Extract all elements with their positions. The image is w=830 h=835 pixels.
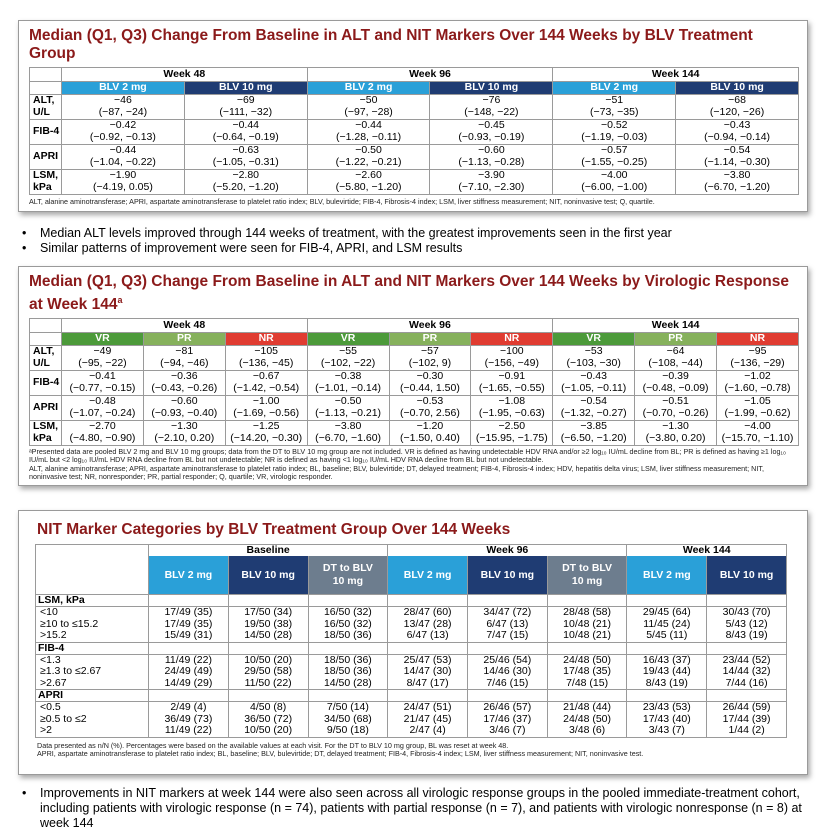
table-cell: 7/44 (16): [707, 678, 787, 690]
table-cell: −49 (−95, −22): [62, 345, 144, 370]
col-header: BLV 2 mg: [388, 556, 468, 595]
section-row: [36, 595, 787, 607]
panel-by-treatment-group: [18, 20, 808, 212]
row-label: >2.67: [36, 678, 149, 690]
table-cell: 14/50 (28): [228, 630, 308, 642]
table-row: [30, 370, 799, 395]
row-label: LSM, kPa: [30, 169, 62, 194]
table-cell: −76 (−148, −22): [430, 94, 553, 119]
bullet-marker: •: [22, 241, 27, 255]
table-cell: 36/49 (73): [149, 714, 229, 726]
row-label: LSM, kPa: [30, 420, 62, 445]
row-label: ≥10 to ≤15.2: [36, 619, 149, 631]
section-spacer: [707, 642, 787, 654]
table-cell: 17/43 (40): [627, 714, 707, 726]
table-cell: 21/48 (44): [547, 702, 627, 714]
section-spacer: [388, 595, 468, 607]
corner-cell: [30, 68, 62, 82]
group-header: Week 96: [388, 545, 627, 557]
table-cell: −0.44 (−1.04, −0.22): [62, 144, 185, 169]
col-header: NR: [225, 333, 307, 346]
table-cell: −1.00 (−1.69, −0.56): [225, 395, 307, 420]
row-label: >15.2: [36, 630, 149, 642]
group-header: Baseline: [149, 545, 388, 557]
col-header: BLV 10 mg: [228, 556, 308, 595]
table-cell: 9/50 (18): [308, 725, 388, 737]
table-cell: 2/49 (4): [149, 702, 229, 714]
footnote: Data presented as n/N (%). Percentages were based on the available values at each visit. For the DT to BLV 10 mg group, BL was reset at week 48.: [37, 740, 509, 750]
table-cell: −2.70 (−4.80, −0.90): [62, 420, 144, 445]
row-label: ≥0.5 to ≤2: [36, 714, 149, 726]
section-spacer: [467, 595, 547, 607]
corner-cell: [30, 82, 62, 95]
bullet-marker: •: [22, 226, 27, 240]
table-cell: −2.50 (−15.95, −1.75): [471, 420, 553, 445]
table-cell: 6/47 (13): [467, 619, 547, 631]
table-cell: −0.53 (−0.70, 2.56): [389, 395, 471, 420]
table-cell: 3/48 (6): [547, 725, 627, 737]
table-cell: −4.00 (−15.70, −1.10): [717, 420, 799, 445]
table-cell: 1/44 (2): [707, 725, 787, 737]
col-header: BLV 2 mg: [307, 82, 430, 95]
table-cell: −1.20 (−1.50, 0.40): [389, 420, 471, 445]
table-cell: −0.41 (−0.77, −0.15): [62, 370, 144, 395]
corner-cell: [30, 333, 62, 346]
table-cell: −0.51 (−0.70, −0.26): [635, 395, 717, 420]
table-row: [30, 144, 799, 169]
table-cell: 18/50 (36): [308, 630, 388, 642]
table-row: [30, 395, 799, 420]
section-spacer: [707, 690, 787, 702]
table-cell: −0.67 (−1.42, −0.54): [225, 370, 307, 395]
table-row: [36, 702, 787, 714]
table-row: [36, 630, 787, 642]
table-cell: 17/49 (35): [149, 619, 229, 631]
corner-cell: [36, 556, 149, 595]
table-cell: −1.30 (−3.80, 0.20): [635, 420, 717, 445]
col-header: VR: [553, 333, 635, 346]
table-cell: −55 (−102, −22): [307, 345, 389, 370]
table-cell: −95 (−136, −29): [717, 345, 799, 370]
table-cell: 14/50 (28): [308, 678, 388, 690]
bullet-text: Median ALT levels improved through 144 weeks of treatment, with the greatest improvements seen in the first year: [40, 226, 672, 240]
section-spacer: [149, 690, 229, 702]
table-cell: 26/46 (57): [467, 702, 547, 714]
table-cell: 18/50 (36): [308, 654, 388, 666]
table-cell: −69 (−111, −32): [184, 94, 307, 119]
table-cell: −105 (−136, −45): [225, 345, 307, 370]
table-cell: −53 (−103, −30): [553, 345, 635, 370]
table-cell: 14/44 (32): [707, 666, 787, 678]
section-spacer: [547, 690, 627, 702]
table-row: [30, 420, 799, 445]
table-cell: 7/46 (15): [467, 678, 547, 690]
table-cell: −0.54 (−1.32, −0.27): [553, 395, 635, 420]
footnote: ᵃPresented data are pooled BLV 2 mg and BLV 10 mg groups; data from the DT to BLV 10 mg group are not included. VR is defined as having undetectable HDV RNA and/or ≥2 log₁₀ IU/mL decline from BL; PR is defined as having ≥1 log₁₀ IU/mL but <2 log₁₀ IU/mL HDV RNA decline from BL but not undetectable; NR is defined as having <1 log₁₀ IU/mL HDV RNA decline from BL but not undetectable.: [29, 446, 786, 465]
section-spacer: [228, 642, 308, 654]
table-cell: 23/43 (53): [627, 702, 707, 714]
col-header: PR: [635, 333, 717, 346]
table-cell: −0.57 (−1.55, −0.25): [553, 144, 676, 169]
table-cell: 14/46 (30): [467, 666, 547, 678]
table-row: [36, 654, 787, 666]
table-cell: −0.63 (−1.05, −0.31): [184, 144, 307, 169]
table-cell: −0.44 (−1.28, −0.11): [307, 119, 430, 144]
section-spacer: [149, 595, 229, 607]
section-spacer: [627, 690, 707, 702]
table-cell: −0.36 (−0.43, −0.26): [143, 370, 225, 395]
table-cell: −0.60 (−1.13, −0.28): [430, 144, 553, 169]
section-spacer: [228, 595, 308, 607]
table-cell: 17/44 (39): [707, 714, 787, 726]
row-label: ALT, U/L: [30, 94, 62, 119]
table-cell: 21/47 (45): [388, 714, 468, 726]
table-cell: −0.30 (−0.44, 1.50): [389, 370, 471, 395]
table-cell: 7/47 (15): [467, 630, 547, 642]
table-cell: −0.43 (−0.94, −0.14): [676, 119, 799, 144]
col-header: BLV 10 mg: [707, 556, 787, 595]
table-cell: 23/44 (52): [707, 654, 787, 666]
section-spacer: [308, 595, 388, 607]
section-spacer: [707, 595, 787, 607]
col-header: NR: [471, 333, 553, 346]
section-label: APRI: [36, 690, 149, 702]
summary-bullets-2: [18, 786, 808, 831]
table-cell: 17/48 (35): [547, 666, 627, 678]
week-header: Week 144: [553, 68, 799, 82]
row-label: ALT, U/L: [30, 345, 62, 370]
table-cell: −1.08 (−1.95, −0.63): [471, 395, 553, 420]
table-cell: 7/50 (14): [308, 702, 388, 714]
table-cell: 13/47 (28): [388, 619, 468, 631]
week-header: Week 96: [307, 68, 553, 82]
table-cell: 19/43 (44): [627, 666, 707, 678]
table-cell: 8/43 (19): [707, 630, 787, 642]
row-label: >2: [36, 725, 149, 737]
table-row: [30, 169, 799, 194]
table-cell: −68 (−120, −26): [676, 94, 799, 119]
week-header: Week 144: [553, 319, 799, 333]
table-cell: −0.48 (−1.07, −0.24): [62, 395, 144, 420]
row-label: APRI: [30, 144, 62, 169]
table-cell: −0.45 (−0.93, −0.19): [430, 119, 553, 144]
week-header: Week 48: [62, 68, 308, 82]
table-cell: 6/47 (13): [388, 630, 468, 642]
table-cell: 16/50 (32): [308, 619, 388, 631]
col-header: BLV 2 mg: [553, 82, 676, 95]
group-header: Week 144: [627, 545, 787, 557]
panel-by-virologic-response: [18, 266, 808, 486]
table-cell: 16/43 (37): [627, 654, 707, 666]
table-cell: −64 (−108, −44): [635, 345, 717, 370]
virologic-response-table: [29, 318, 799, 446]
table-cell: −1.90 (−4.19, 0.05): [62, 169, 185, 194]
table-row: [30, 94, 799, 119]
title-footnote-marker: a: [117, 295, 123, 305]
table-cell: 25/47 (53): [388, 654, 468, 666]
table-cell: −0.50 (−1.22, −0.21): [307, 144, 430, 169]
panel-title: Median (Q1, Q3) Change From Baseline in ALT and NIT Markers Over 144 Weeks by BLV Treatment Group: [29, 27, 753, 62]
row-label: <0.5: [36, 702, 149, 714]
col-header: PR: [143, 333, 225, 346]
row-label: ≥1.3 to ≤2.67: [36, 666, 149, 678]
table-cell: 30/43 (70): [707, 607, 787, 619]
table-cell: 26/44 (59): [707, 702, 787, 714]
corner-cell: [36, 545, 149, 557]
table-cell: −57 (−102, 9): [389, 345, 471, 370]
table-cell: 11/49 (22): [149, 725, 229, 737]
table-cell: 24/49 (49): [149, 666, 229, 678]
table-cell: 11/45 (24): [627, 619, 707, 631]
col-header: BLV 10 mg: [676, 82, 799, 95]
table-cell: −0.39 (−0.48, −0.09): [635, 370, 717, 395]
footnote: ALT, alanine aminotransferase; APRI, aspartate aminotransferase to platelet ratio index; BL, baseline; BLV, bulevirtide; DT, delayed treatment; FIB-4, Fibrosis-4 index; HDV, hepatitis delta virus; LSM, liver stiffness measurement; NIT, noninvasive test; NR, nonresponder; PR, partial responder; Q, quartile; VR, virologic responder.: [29, 463, 764, 482]
table-cell: −3.80 (−6.70, −1.60): [307, 420, 389, 445]
table-cell: 14/47 (30): [388, 666, 468, 678]
col-header: VR: [307, 333, 389, 346]
table-cell: 8/43 (19): [627, 678, 707, 690]
bullet-marker: •: [22, 786, 27, 800]
treatment-group-table: [29, 67, 799, 195]
week-header: Week 48: [62, 319, 308, 333]
table-cell: 5/45 (11): [627, 630, 707, 642]
col-header: BLV 2 mg: [62, 82, 185, 95]
table-cell: −0.44 (−0.64, −0.19): [184, 119, 307, 144]
table-cell: 18/50 (36): [308, 666, 388, 678]
table-cell: −1.05 (−1.99, −0.62): [717, 395, 799, 420]
nit-category-table: [35, 544, 787, 738]
panel-title-text: Median (Q1, Q3) Change From Baseline in ALT and NIT Markers Over 144 Weeks by Virologic Response at Week 144: [29, 273, 790, 314]
table-cell: −3.90 (−7.10, −2.30): [430, 169, 553, 194]
table-cell: 4/50 (8): [228, 702, 308, 714]
table-cell: 10/48 (21): [547, 630, 627, 642]
table-cell: 29/45 (64): [627, 607, 707, 619]
table-cell: 34/50 (68): [308, 714, 388, 726]
table-cell: −0.91 (−1.65, −0.55): [471, 370, 553, 395]
table-cell: −0.54 (−1.14, −0.30): [676, 144, 799, 169]
table-cell: 15/49 (31): [149, 630, 229, 642]
section-spacer: [467, 642, 547, 654]
table-cell: −0.42 (−0.92, −0.13): [62, 119, 185, 144]
col-header: BLV 10 mg: [467, 556, 547, 595]
panel-nit-categories: [18, 510, 808, 775]
panel-title: [19, 267, 807, 314]
bullet-item: [18, 241, 808, 256]
table-row: [36, 678, 787, 690]
section-spacer: [388, 690, 468, 702]
col-header: NR: [717, 333, 799, 346]
table-cell: 10/50 (20): [228, 725, 308, 737]
table-cell: −0.50 (−1.13, −0.21): [307, 395, 389, 420]
table-row: [36, 666, 787, 678]
section-label: FIB-4: [36, 642, 149, 654]
table-row: [30, 345, 799, 370]
table-cell: 3/46 (7): [467, 725, 547, 737]
table-cell: 24/48 (50): [547, 714, 627, 726]
table-cell: −1.25 (−14.20, −0.30): [225, 420, 307, 445]
col-header: VR: [62, 333, 144, 346]
section-row: [36, 690, 787, 702]
section-spacer: [547, 642, 627, 654]
table-cell: 25/46 (54): [467, 654, 547, 666]
col-header: BLV 10 mg: [430, 82, 553, 95]
table-cell: 7/48 (15): [547, 678, 627, 690]
week-header: Week 96: [307, 319, 553, 333]
bullet-text: Improvements in NIT markers at week 144 were also seen across all virologic response groups in the pooled immediate-treatment cohort, including patients with virologic response (n = 74), patients with partial response (n = 7), and patients with virologic nonresponse (n = 8) at week 144: [40, 786, 802, 830]
table-cell: 11/50 (22): [228, 678, 308, 690]
summary-bullets: [18, 226, 808, 256]
table-cell: 5/43 (12): [707, 619, 787, 631]
table-cell: 14/49 (29): [149, 678, 229, 690]
table-cell: 10/48 (21): [547, 619, 627, 631]
section-spacer: [228, 690, 308, 702]
table-cell: −1.02 (−1.60, −0.78): [717, 370, 799, 395]
table-cell: 8/47 (17): [388, 678, 468, 690]
section-spacer: [149, 642, 229, 654]
table-cell: 24/48 (50): [547, 654, 627, 666]
section-spacer: [308, 642, 388, 654]
table-cell: −3.85 (−6.50, −1.20): [553, 420, 635, 445]
table-row: [36, 607, 787, 619]
table-cell: −3.80 (−6.70, −1.20): [676, 169, 799, 194]
table-cell: 17/49 (35): [149, 607, 229, 619]
section-label: LSM, kPa: [36, 595, 149, 607]
bullet-item: [18, 786, 808, 831]
footnote: APRI, aspartate aminotransferase to platelet ratio index; BL, baseline; BLV, bulevirtide; DT, delayed treatment; FIB-4, Fibrosis-4 index; LSM, liver stiffness measurement; NIT, noninvasive test.: [37, 749, 644, 759]
section-spacer: [547, 595, 627, 607]
table-cell: 19/50 (38): [228, 619, 308, 631]
table-cell: −100 (−156, −49): [471, 345, 553, 370]
section-spacer: [388, 642, 468, 654]
col-header: BLV 10 mg: [184, 82, 307, 95]
table-cell: 28/48 (58): [547, 607, 627, 619]
table-cell: 29/50 (58): [228, 666, 308, 678]
table-cell: 28/47 (60): [388, 607, 468, 619]
table-row: [30, 119, 799, 144]
table-cell: −81 (−94, −46): [143, 345, 225, 370]
row-label: FIB-4: [30, 370, 62, 395]
table-cell: −50 (−97, −28): [307, 94, 430, 119]
bullet-item: [18, 226, 808, 241]
table-cell: 36/50 (72): [228, 714, 308, 726]
col-header: DT to BLV 10 mg: [547, 556, 627, 595]
panel-title: NIT Marker Categories by BLV Treatment Group Over 144 Weeks: [37, 521, 511, 538]
col-header: PR: [389, 333, 471, 346]
table-cell: −2.80 (−5.20, −1.20): [184, 169, 307, 194]
table-cell: −0.52 (−1.19, −0.03): [553, 119, 676, 144]
col-header: DT to BLV 10 mg: [308, 556, 388, 595]
table-cell: 24/47 (51): [388, 702, 468, 714]
table-cell: −46 (−87, −24): [62, 94, 185, 119]
table-cell: −0.43 (−1.05, −0.11): [553, 370, 635, 395]
table-cell: 2/47 (4): [388, 725, 468, 737]
bullet-text: Similar patterns of improvement were seen for FIB-4, APRI, and LSM results: [40, 241, 463, 255]
col-header: BLV 2 mg: [149, 556, 229, 595]
table-cell: 3/43 (7): [627, 725, 707, 737]
section-spacer: [308, 690, 388, 702]
table-cell: 10/50 (20): [228, 654, 308, 666]
table-cell: −2.60 (−5.80, −1.20): [307, 169, 430, 194]
table-row: [36, 725, 787, 737]
table-cell: 16/50 (32): [308, 607, 388, 619]
section-spacer: [627, 642, 707, 654]
row-label: APRI: [30, 395, 62, 420]
footnote: ALT, alanine aminotransferase; APRI, aspartate aminotransferase to platelet ratio index; BLV, bulevirtide; FIB-4, Fibrosis-4 index; LSM, liver stiffness measurement; NIT, noninvasive test; Q, quartile.: [29, 196, 655, 206]
row-label: <1.3: [36, 654, 149, 666]
table-cell: 17/46 (37): [467, 714, 547, 726]
row-label: FIB-4: [30, 119, 62, 144]
table-cell: 11/49 (22): [149, 654, 229, 666]
table-cell: 17/50 (34): [228, 607, 308, 619]
table-cell: −0.38 (−1.01, −0.14): [307, 370, 389, 395]
table-cell: −0.60 (−0.93, −0.40): [143, 395, 225, 420]
section-spacer: [627, 595, 707, 607]
section-row: [36, 642, 787, 654]
table-cell: −1.30 (−2.10, 0.20): [143, 420, 225, 445]
table-cell: 34/47 (72): [467, 607, 547, 619]
row-label: <10: [36, 607, 149, 619]
table-cell: −4.00 (−6.00, −1.00): [553, 169, 676, 194]
section-spacer: [467, 690, 547, 702]
table-cell: −51 (−73, −35): [553, 94, 676, 119]
col-header: BLV 2 mg: [627, 556, 707, 595]
corner-cell: [30, 319, 62, 333]
